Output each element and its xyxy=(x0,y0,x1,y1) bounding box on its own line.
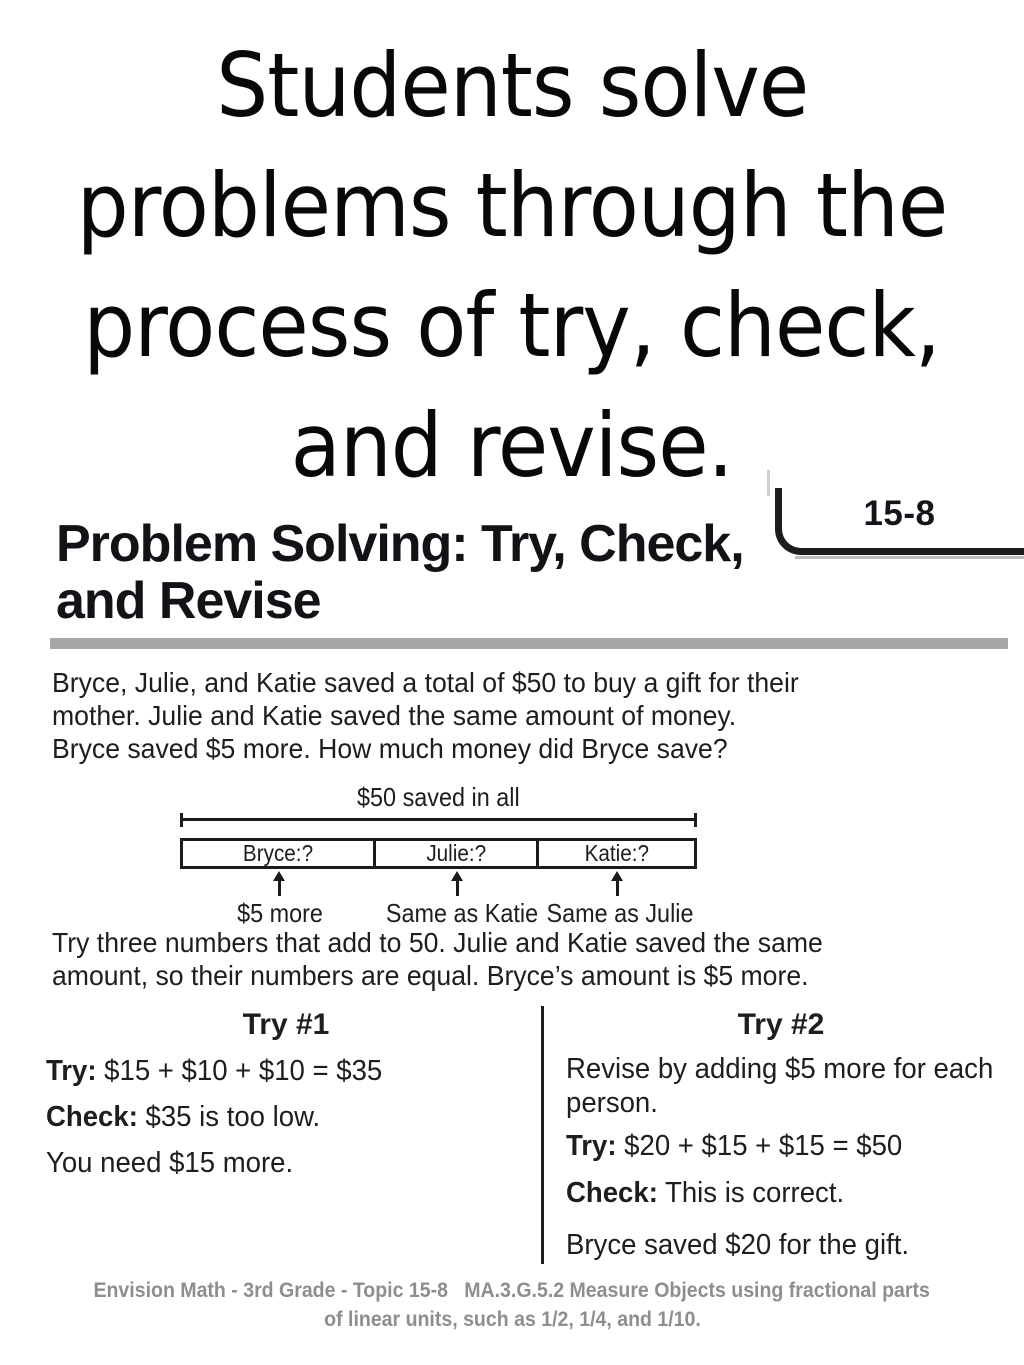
section-divider-rule xyxy=(50,638,1008,649)
diagram-notes xyxy=(180,899,697,929)
slide-title-line-2: problems through the xyxy=(76,154,948,257)
footer-line-2: of linear units, such as 1/2, 1/4, and 1/10. xyxy=(323,1308,701,1331)
note-julie: Same as Katie xyxy=(385,898,539,928)
try1-check-line: Check: $35 is too low. xyxy=(46,1101,321,1133)
bar-cell-katie: Katie:? xyxy=(584,840,649,866)
lesson-tab-shadow xyxy=(767,470,770,496)
problem-line: mother. Julie and Katie saved the same amount of money. xyxy=(52,700,737,731)
diagram-bracket xyxy=(180,813,697,827)
section-heading xyxy=(56,516,744,630)
footer-line-1: Envision Math - 3rd Grade - Topic 15-8 MA.3.G.5.2 Measure Objects using fractional parts xyxy=(93,1279,931,1302)
bar-cell-julie: Julie:? xyxy=(376,841,539,866)
strategy-text xyxy=(52,926,863,992)
strategy-line: amount, so their numbers are equal. Bryce’s amount is $5 more. xyxy=(52,960,809,991)
up-arrow-icon xyxy=(611,871,623,896)
try2-heading: Try #2 xyxy=(737,1008,825,1041)
bar-cell-bryce: Bryce:? xyxy=(183,841,376,866)
slide-title-line-4: and revise. xyxy=(290,394,734,497)
try1-try-line: Try: $15 + $10 + $10 = $35 xyxy=(46,1055,383,1087)
problem-line: Bryce, Julie, and Katie saved a total of $50 to buy a gift for their xyxy=(52,667,799,698)
note-katie: Same as Julie xyxy=(546,898,694,928)
try1-note-line: You need $15 more. xyxy=(46,1147,294,1179)
problem-statement xyxy=(52,666,838,765)
try2-try-line: Try: $20 + $15 + $15 = $50 xyxy=(566,1130,903,1162)
up-arrow-icon xyxy=(273,871,285,896)
column-divider xyxy=(541,1006,544,1264)
slide-title-line-1: Students solve xyxy=(215,34,809,137)
diagram-bar xyxy=(180,838,697,869)
strategy-line: Try three numbers that add to 50. Julie and Katie saved the same xyxy=(52,927,823,958)
section-heading-line-1: Problem Solving: Try, Check, xyxy=(56,515,744,573)
bracket-right-tick xyxy=(694,813,697,827)
try2-conclusion-line: Bryce saved $20 for the gift. xyxy=(566,1229,910,1261)
section-heading-line-2: and Revise xyxy=(56,572,321,630)
slide-title-line-3: process of try, check, xyxy=(83,274,941,377)
slide-title xyxy=(0,0,1024,506)
try2-revise-line: Revise by adding $5 more for each xyxy=(566,1053,994,1085)
bracket-line xyxy=(180,818,697,821)
try2-check-line: Check: This is correct. xyxy=(566,1177,845,1209)
diagram-total-label: $50 saved in all xyxy=(357,782,520,812)
problem-line: Bryce saved $5 more. How much money did Bryce save? xyxy=(52,733,728,764)
slide-footer xyxy=(0,1276,1024,1334)
try2-revise-line2: person. xyxy=(566,1087,658,1119)
lesson-tab-underline-shadow xyxy=(795,556,1024,559)
up-arrow-icon xyxy=(451,871,463,896)
note-bryce: $5 more xyxy=(237,898,323,928)
lesson-number: 15-8 xyxy=(863,494,936,533)
strip-diagram xyxy=(180,784,697,929)
diagram-arrows xyxy=(180,871,697,897)
try1-heading: Try #1 xyxy=(242,1008,330,1041)
